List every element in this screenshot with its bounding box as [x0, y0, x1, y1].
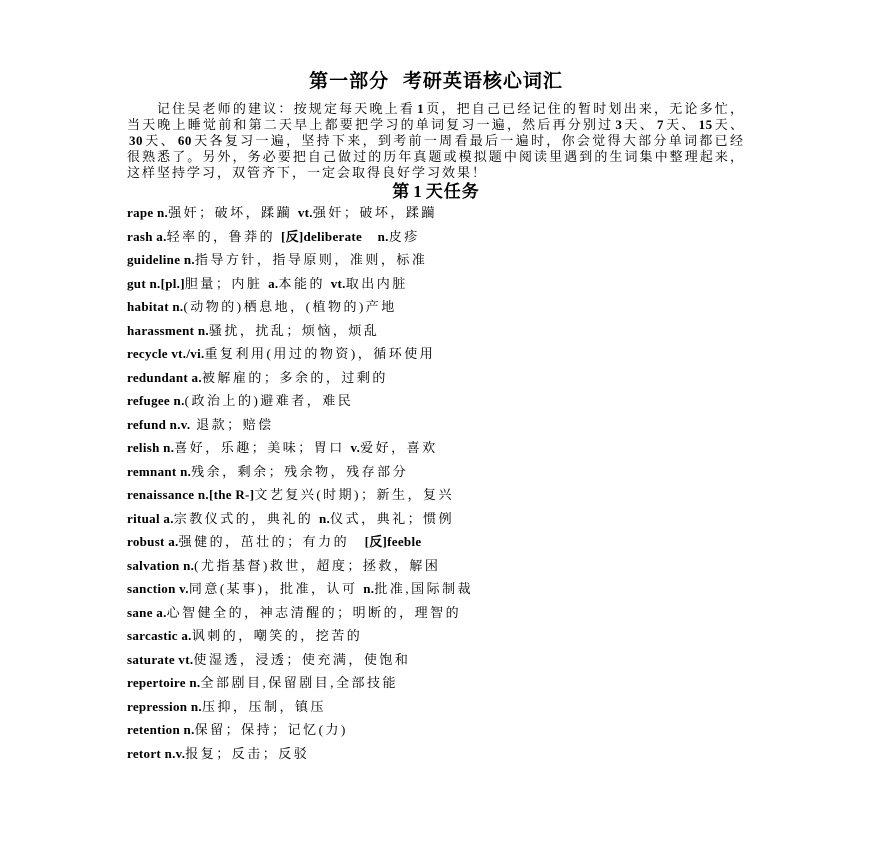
day-heading-prefix: 第 — [392, 182, 411, 201]
vocab-definition: 讽刺的，嘲笑的，挖苦的 — [191, 628, 363, 643]
vocab-line — [127, 272, 745, 296]
vocab-definition: 被解雇的；多余的，过剩的 — [201, 369, 388, 385]
document-content — [127, 71, 745, 765]
vocab-definition: (动物的)栖息地，(植物的)产地 — [183, 299, 397, 314]
vocab-definition: 压抑，压制，镇压 — [201, 698, 326, 714]
intro-bold-segment: 3 — [615, 117, 623, 132]
vocab-definition: 全部剧目,保留剧目,全部技能 — [200, 675, 398, 690]
vocab-definition: 仪式，典礼；惯例 — [330, 510, 455, 526]
vocab-line — [127, 460, 745, 484]
intro-text-segment: 页，把自己已经记住的暂时划出来，无论多忙，当天晚上睡觉前和第二天早上都要把学习的单词复习一遍，然后再分别过 — [127, 101, 745, 132]
vocab-line — [127, 718, 745, 742]
vocab-term: refund n.v. — [127, 416, 191, 432]
vocab-term: salvation n. — [127, 557, 195, 573]
vocab-definition: 本能的 — [278, 275, 331, 291]
vocab-definition: 保留；保持；记忆(力) — [194, 722, 348, 737]
day-heading-number: 1 — [413, 182, 423, 201]
vocab-line — [127, 742, 745, 766]
vocab-term: remnant n. — [127, 463, 192, 479]
vocab-line — [127, 624, 745, 648]
vocab-term: relish n. — [127, 440, 175, 455]
vocab-term: n. — [377, 228, 389, 244]
vocab-definition: 重复利用(用过的物资)，循环使用 — [204, 346, 436, 361]
vocab-line — [127, 366, 745, 390]
vocab-definition: 批准,国际制裁 — [374, 581, 474, 596]
intro-bold-segment: 15 — [698, 117, 713, 132]
vocab-definition: 文艺复兴(时期)；新生，复兴 — [254, 487, 454, 502]
vocab-definition — [362, 229, 378, 244]
vocab-term: n. — [363, 581, 375, 596]
vocab-line — [127, 201, 745, 225]
vocab-term: vt. — [297, 205, 313, 220]
vocab-definition: 指导方针，指导原则，准则，标准 — [194, 252, 428, 267]
vocab-line — [127, 695, 745, 719]
vocab-line — [127, 319, 745, 343]
vocab-term: [反]deliberate — [280, 228, 363, 244]
vocab-definition: 退款；赔偿 — [190, 416, 274, 432]
vocab-line — [127, 342, 745, 366]
vocab-term: gut n.[pl.] — [127, 275, 185, 291]
vocab-definition: 胆量；内脏 — [184, 275, 269, 291]
vocab-term: sanction v. — [127, 581, 189, 596]
vocab-definition: (政治上的)避难者，难民 — [184, 393, 354, 408]
vocab-definition: 喜好，乐趣；美味；胃口 — [174, 440, 351, 455]
vocab-term: redundant a. — [127, 369, 202, 385]
vocab-line — [127, 389, 745, 413]
vocab-line — [127, 577, 745, 601]
intro-text-segment: 天各复习一遍，坚持下来，到考前一周看最后一遍时，你会觉得大部分单词都已经很熟悉了。另外，务必要把自己做过的历年真题或模拟题中阅读里遇到的生词集中整理起来，这样坚持学习，双管齐下，一定会取得良好学习效果！ — [127, 133, 745, 180]
vocab-list — [127, 201, 745, 765]
intro-bold-segment: 7 — [656, 117, 664, 132]
intro-text-segment: 天、 — [624, 117, 655, 132]
vocab-line — [127, 483, 745, 507]
vocab-term: repression n. — [127, 698, 202, 714]
vocab-line — [127, 295, 745, 319]
vocab-line — [127, 530, 745, 554]
vocab-term: rash a. — [127, 228, 167, 244]
vocab-definition: 轻率的，鲁莽的 — [166, 228, 281, 244]
vocab-definition: 强奸；破坏，蹂躏 — [168, 205, 298, 220]
vocab-term: rape n. — [127, 205, 169, 220]
vocab-term: ritual a. — [127, 510, 174, 526]
vocab-definition: 取出内脏 — [345, 275, 408, 291]
vocab-definition: 爱好，喜欢 — [360, 440, 438, 455]
vocab-definition: (尤指基督)救世，超度；拯救，解困 — [194, 557, 441, 573]
vocab-line — [127, 601, 745, 625]
vocab-term: guideline n. — [127, 252, 195, 267]
vocab-line — [127, 248, 745, 272]
vocab-definition: 残余，剩余；残余物，残存部分 — [191, 463, 409, 479]
vocab-term: a. — [268, 275, 279, 291]
vocab-term: [反]feeble — [364, 534, 422, 549]
vocab-term: sane a. — [127, 604, 167, 620]
vocab-line — [127, 413, 745, 437]
vocab-definition: 皮疹 — [388, 228, 420, 244]
vocab-term: harassment n. — [127, 322, 209, 338]
vocab-term: repertoire n. — [127, 675, 201, 690]
vocab-definition: 骚扰，扰乱；烦恼，烦乱 — [208, 322, 380, 338]
vocab-term: sarcastic a. — [127, 628, 192, 643]
intro-bold-segment: 60 — [177, 133, 192, 148]
vocab-definition: 心智健全的，神志清醒的；明断的，理智的 — [166, 604, 462, 620]
vocab-line — [127, 436, 745, 460]
vocab-term: retention n. — [127, 722, 195, 737]
intro-text-segment: 天、 — [665, 117, 697, 132]
day-heading-suffix: 天任务 — [425, 182, 480, 201]
vocab-line — [127, 648, 745, 672]
vocab-term: renaissance n.[the R-] — [127, 487, 255, 502]
intro-bold-segment: 1 — [417, 101, 425, 116]
vocab-term: v. — [350, 440, 361, 455]
vocab-definition: 强奸；破坏，蹂躏 — [312, 205, 437, 220]
intro-bold-segment: 30 — [129, 133, 143, 148]
vocab-line — [127, 671, 745, 695]
intro-text-segment: 天、 — [714, 117, 745, 132]
vocab-term: retort n.v. — [127, 745, 186, 761]
vocab-term: habitat n. — [127, 299, 184, 314]
vocab-line — [127, 225, 745, 249]
vocab-definition: 使湿透，浸透；使充满，使饱和 — [193, 651, 411, 667]
vocab-term: n. — [319, 510, 331, 526]
vocab-term: robust a. — [127, 534, 179, 549]
intro-paragraph — [127, 101, 745, 181]
intro-text-segment: 天、 — [145, 133, 176, 148]
vocab-line — [127, 507, 745, 531]
vocab-term: saturate vt. — [127, 651, 194, 667]
vocab-definition: 强健的，茁壮的；有力的 — [178, 534, 365, 549]
vocab-term: refugee n. — [127, 393, 185, 408]
vocab-definition: 同意(某事)，批准，认可 — [188, 581, 364, 596]
page-title: 第一部分 考研英语核心词汇 — [309, 71, 563, 92]
vocab-term: recycle vt./vi. — [127, 346, 205, 361]
intro-text-segment: 记住吴老师的建议：按规定每天晚上看 — [156, 101, 416, 116]
vocab-line — [127, 554, 745, 578]
day-heading — [127, 183, 745, 201]
vocab-term: vt. — [330, 275, 346, 291]
vocab-definition: 宗教仪式的，典礼的 — [173, 510, 320, 526]
vocab-definition: 报复；反击；反驳 — [185, 745, 310, 761]
